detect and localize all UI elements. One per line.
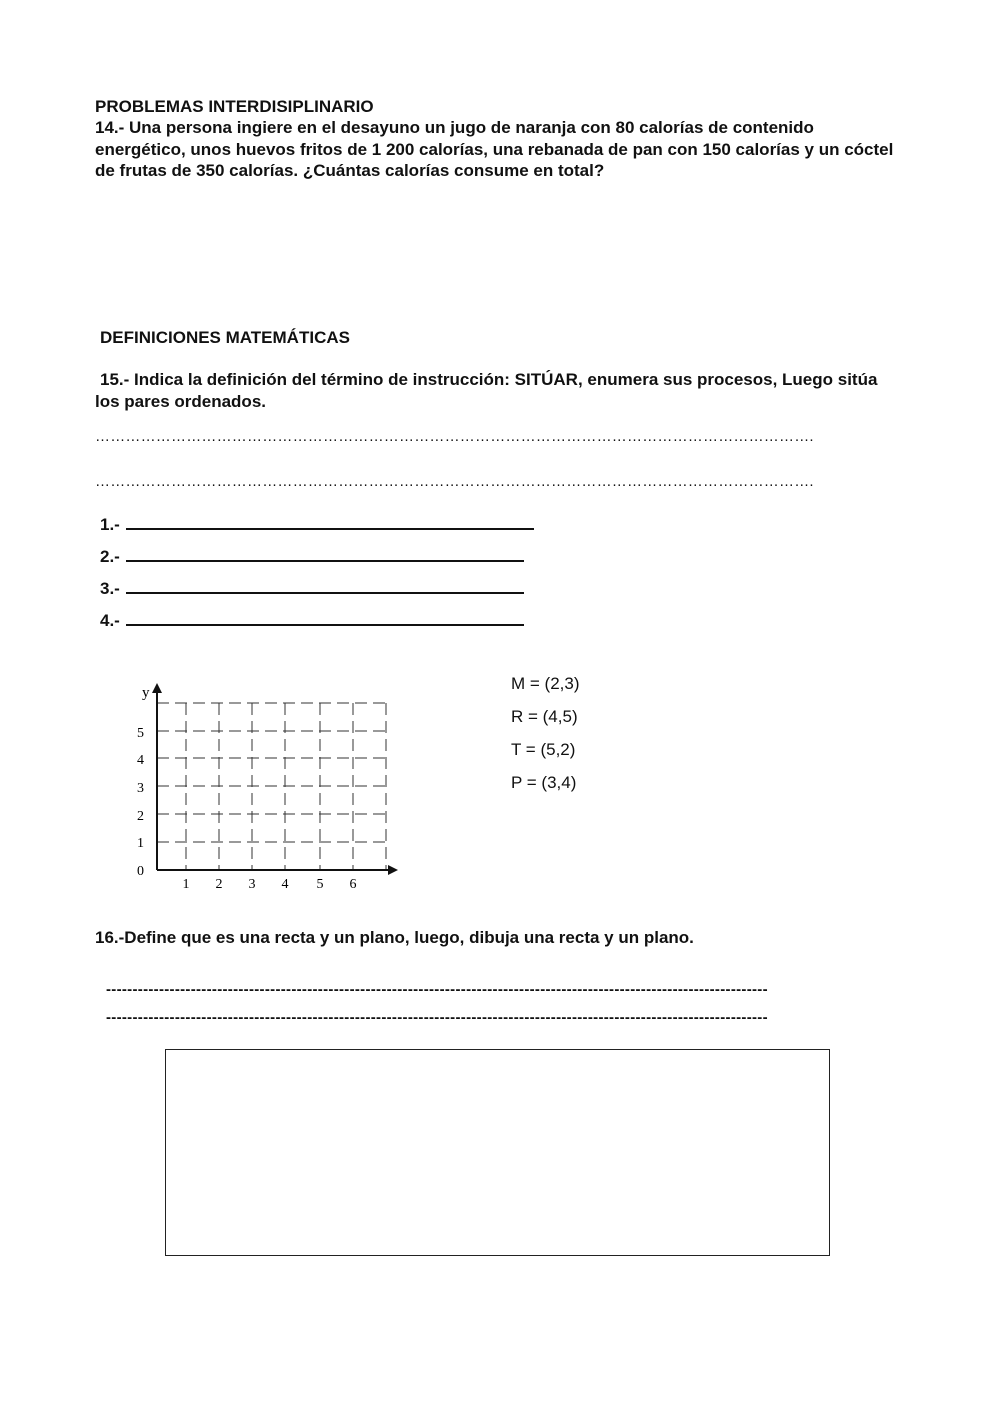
- y-tick-label-4: 4: [137, 753, 144, 768]
- answer-underline[interactable]: [126, 514, 534, 530]
- process-item-2[interactable]: [100, 546, 524, 567]
- process-item-number: 1.-: [100, 515, 120, 534]
- y-tick-label-1: 1: [137, 836, 144, 851]
- ordered-pair-p: P = (3,4): [511, 773, 577, 792]
- problem-15-text: 15.- Indica la definición del término de instrucción: SITÚAR, enumera sus procesos, Luego sitúa los pares ordenados.: [95, 370, 878, 411]
- answer-dashed-line-2[interactable]: -----------------------------------------------------------------------------------------------------------------------------: [106, 1009, 768, 1026]
- ordered-pair-m: M = (2,3): [511, 674, 580, 693]
- drawing-box[interactable]: [165, 1049, 830, 1256]
- coordinate-grid[interactable]: [120, 675, 410, 900]
- section-title-definitions: DEFINICIONES MATEMÁTICAS: [100, 328, 350, 347]
- x-tick-label-6: 6: [349, 877, 357, 892]
- process-item-number: 4.-: [100, 611, 120, 630]
- answer-underline[interactable]: [126, 610, 524, 626]
- ordered-pair-t: T = (5,2): [511, 740, 576, 759]
- x-tick-label-4: 4: [281, 877, 289, 892]
- y-tick-label-2: 2: [137, 809, 144, 824]
- process-item-3[interactable]: [100, 578, 524, 599]
- problem-14-text: 14.- Una persona ingiere en el desayuno un jugo de naranja con 80 calorías de contenido energético, unos huevos fritos de 1 200 calorías, una rebanada de pan con 150 calorías y un cóctel de frutas de 350 calorías. ¿Cuántas calorías consume en total?: [95, 118, 894, 180]
- problem-16-text: 16.-Define que es una recta y un plano, luego, dibuja una recta y un plano.: [95, 928, 694, 947]
- process-item-4[interactable]: [100, 610, 524, 631]
- y-tick-label-3: 3: [137, 781, 144, 796]
- answer-dotted-line-2[interactable]: …………………………………………………………………………………………………………………………….: [95, 473, 814, 490]
- origin-label: 0: [137, 864, 144, 879]
- y-axis-arrow-icon: [152, 683, 162, 693]
- process-item-number: 3.-: [100, 579, 120, 598]
- section-title-problems: PROBLEMAS INTERDISIPLINARIO: [95, 97, 374, 116]
- y-axis-label: y: [142, 685, 150, 701]
- answer-underline[interactable]: [126, 546, 524, 562]
- y-tick-label-5: 5: [137, 726, 144, 741]
- ordered-pair-r: R = (4,5): [511, 707, 578, 726]
- answer-underline[interactable]: [126, 578, 524, 594]
- process-item-number: 2.-: [100, 547, 120, 566]
- answer-dotted-line-1[interactable]: …………………………………………………………………………………………………………………………….: [95, 428, 814, 445]
- answer-dashed-line-1[interactable]: -----------------------------------------------------------------------------------------------------------------------------: [106, 981, 768, 998]
- x-axis-arrow-icon: [388, 865, 398, 875]
- x-tick-label-2: 2: [215, 877, 223, 892]
- x-tick-label-1: 1: [182, 877, 190, 892]
- process-item-1[interactable]: [100, 514, 534, 535]
- x-tick-label-3: 3: [248, 877, 256, 892]
- x-tick-label-5: 5: [316, 877, 324, 892]
